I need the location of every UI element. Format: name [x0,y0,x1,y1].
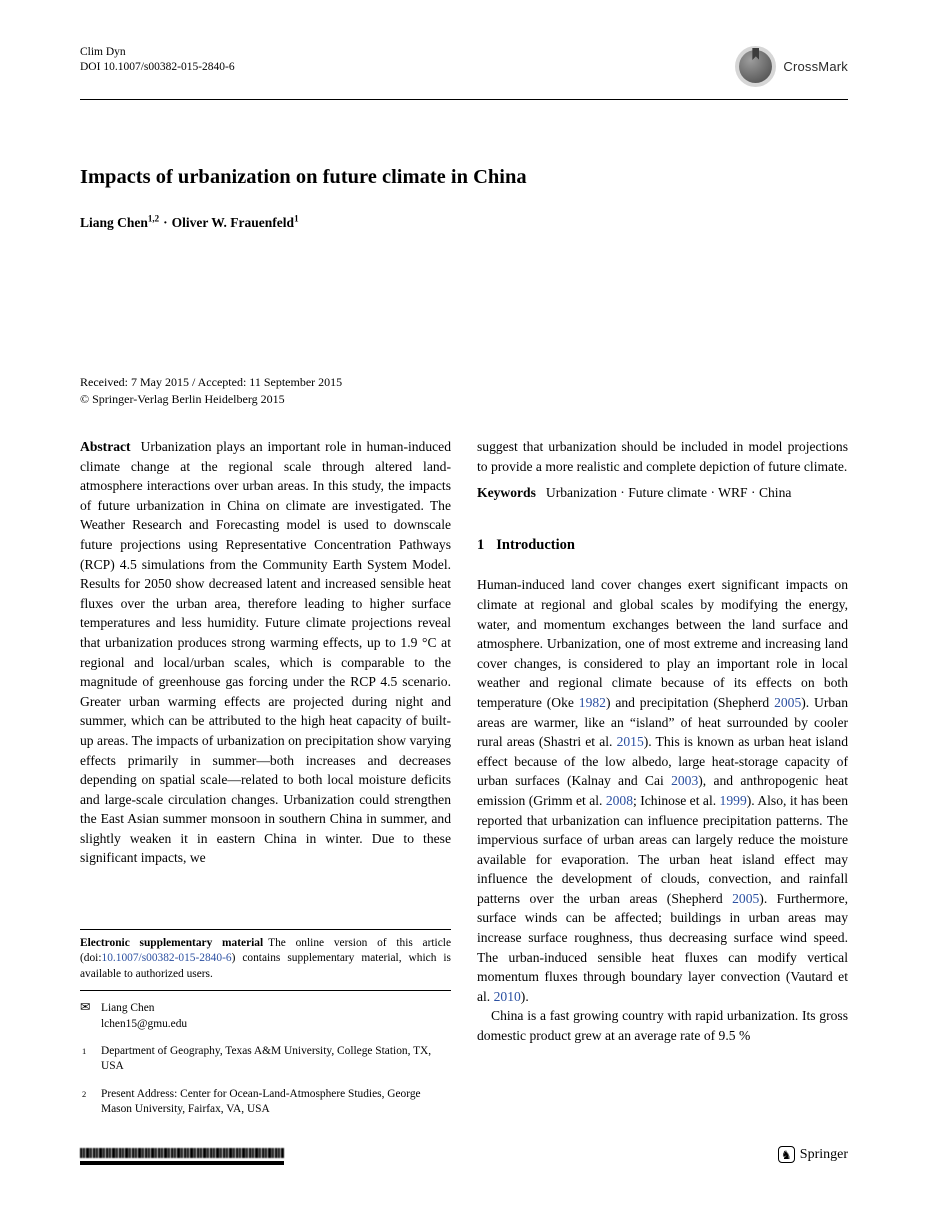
springer-logo [778,1146,848,1163]
barcode-solid-bar [80,1161,284,1165]
corresponding-author-name: Liang Chen [101,1002,155,1015]
received-accepted-line: Received: 7 May 2015 / Accepted: 11 September 2015 [80,375,343,389]
left-column [80,437,451,868]
crossmark-badge[interactable] [735,46,848,87]
citation-link[interactable]: 2005 [732,890,760,906]
author-affil-marker-1: 1,2 [147,213,160,224]
author-line [80,215,848,231]
citation-link[interactable]: 2003 [671,773,699,789]
abstract-continuation: suggest that urbanization should be included in model projections to provide a more realistic and complete depiction of future climate. [477,439,848,474]
right-column [477,437,848,1046]
springer-horse-icon: ♞ [778,1146,795,1163]
author-name-2: Oliver W. Frauenfeld [171,215,295,230]
crossmark-label: CrossMark [783,59,848,74]
affiliation-text-1: Department of Geography, Texas A&M University, College Station, TX, USA [101,1045,432,1073]
citation-link[interactable]: 2008 [605,792,634,808]
corresponding-author-email[interactable]: lchen15@gmu.edu [101,1017,188,1030]
author-name-1: Liang Chen [80,215,148,230]
citation-link[interactable]: 2010 [493,988,521,1004]
esm-label: Electronic supplementary material [80,937,264,949]
esm-text-before: The online version of this article (doi: [80,937,451,965]
keywords-text: Urbanization · Future climate · WRF · China [545,485,792,501]
author-separator: · [163,215,168,230]
crossmark-icon [735,46,776,87]
affiliation-number-1: 1 [82,1046,87,1057]
citation-link[interactable]: 2015 [616,734,644,750]
author-affil-marker-2: 1 [294,213,299,224]
envelope-icon: ✉ [80,1000,91,1015]
footnote-block [80,929,451,1118]
barcode-stripes [80,1148,284,1158]
section-number: 1 [477,536,485,553]
esm-doi-link[interactable]: 10.1007/s00382-015-2840-6 [101,952,232,965]
article-history [80,374,848,408]
abstract-text-col1: Urbanization plays an important role in human-induced climate change at the regional scale through altered land-atmosphere interactions over urban areas. In this study, the impacts of future urbanization in China on climate are investigated. The Weather Research and Forecasting model is used to downscale future projections using Representative Concentration Pathways (RCP) 4.5 simulations from the Community Earth System Model. Results for 2050 show decreased latent and increased sensible heat fluxes over the urban area, therefore leading to higher surface temperatures and less humidity. Future climate projections reveal that urbanization produces strong warming effects, up to 1.9 °C at regional and local/urban scales, which is comparable to the magnitude of greenhouse gas forcing under the RCP 4.5 scenario. Greater urban warming effects are projected during night and summer, which can be attributed to the high heat capacity of built-up areas. The impacts of urbanization on precipitation show varying effects primarily in summer—both increases and decreases depending on spatial scale—related to both local moisture deficits and large-scale circulation changes. Urbanization could strengthen the East Asian summer monsoon in southern China in summer, and slightly weaken it in eastern China in winter. Due to these significant impacts, we [80,439,451,866]
esm-note [80,930,451,990]
keywords-label: Keywords [477,485,536,501]
affiliation-2 [80,1087,451,1118]
correspondence-block [80,1001,451,1032]
copyright-line: © Springer-Verlag Berlin Heidelberg 2015 [80,392,285,406]
keywords-line [477,483,848,503]
abstract-paragraph [80,437,451,868]
citation-link[interactable]: 1982 [578,694,606,710]
section-title: Introduction [496,536,575,553]
masthead [80,45,848,87]
journal-name: Clim Dyn [80,46,126,58]
citation-link[interactable]: 1999 [719,792,747,808]
journal-meta [80,45,235,75]
footnote-divider-bottom [80,990,451,991]
intro-paragraph-1: Human-induced land cover changes exert significant impacts on climate at regional and global scales by modifying the energy, water, and momentum exchanges between the land surface and atmosphere. Urbanization, one of most extreme and increasing land cover changes, is considered to play an important role in local weather and regional climate because of its effects on both temperature (Oke 1982) and precipitation (Shepherd 2005). Urban areas are warmer, like an “island” of heat surrounded by cooler rural areas (Shastri et al. 2015). This is known as urban heat island effect because of the low albedo, large heat-storage capacity of urban surfaces (Kalnay and Cai 2003), and anthropogenic heat emission (Grimm et al. 2008; Ichinose et al. 1999). Also, it has been reported that urbanization can influence precipitation patterns. The impervious surface of urban areas can largely reduce the moisture available for evaporation. The urban heat island effect may influence the development of clouds, convection, and rainfall patterns over the urban areas (Shepherd 2005). Furthermore, surface winds can be affected; buildings in urban areas may increase surface roughness, thus decreasing surface wind speed. The urban-induced sensible heat fluxes can modify vertical momentum fluxes through boundary layer convection (Vautard et al. 2010). [477,577,848,1004]
citation-link[interactable]: 2005 [774,694,802,710]
article-title: Impacts of urbanization on future climate in China [80,166,527,188]
header-divider [80,99,848,100]
affiliation-number-2: 2 [82,1088,87,1099]
article-doi: DOI 10.1007/s00382-015-2840-6 [80,61,235,73]
abstract-label: Abstract [80,439,131,454]
section-heading-introduction [477,536,848,556]
esm-text-after: ) contains supplementary material, which is available to authorized users. [80,952,451,980]
affiliation-text-2: Present Address: Center for Ocean-Land-Atmosphere Studies, George Mason University, Fairfax, VA, USA [101,1087,421,1116]
springer-wordmark: Springer [799,1146,848,1162]
intro-paragraph-2: China is a fast growing country with rapid urbanization. Its gross domestic product grew at an average rate of 9.5 % [477,1008,848,1044]
affiliation-1 [80,1044,451,1075]
barcode [80,1148,284,1165]
